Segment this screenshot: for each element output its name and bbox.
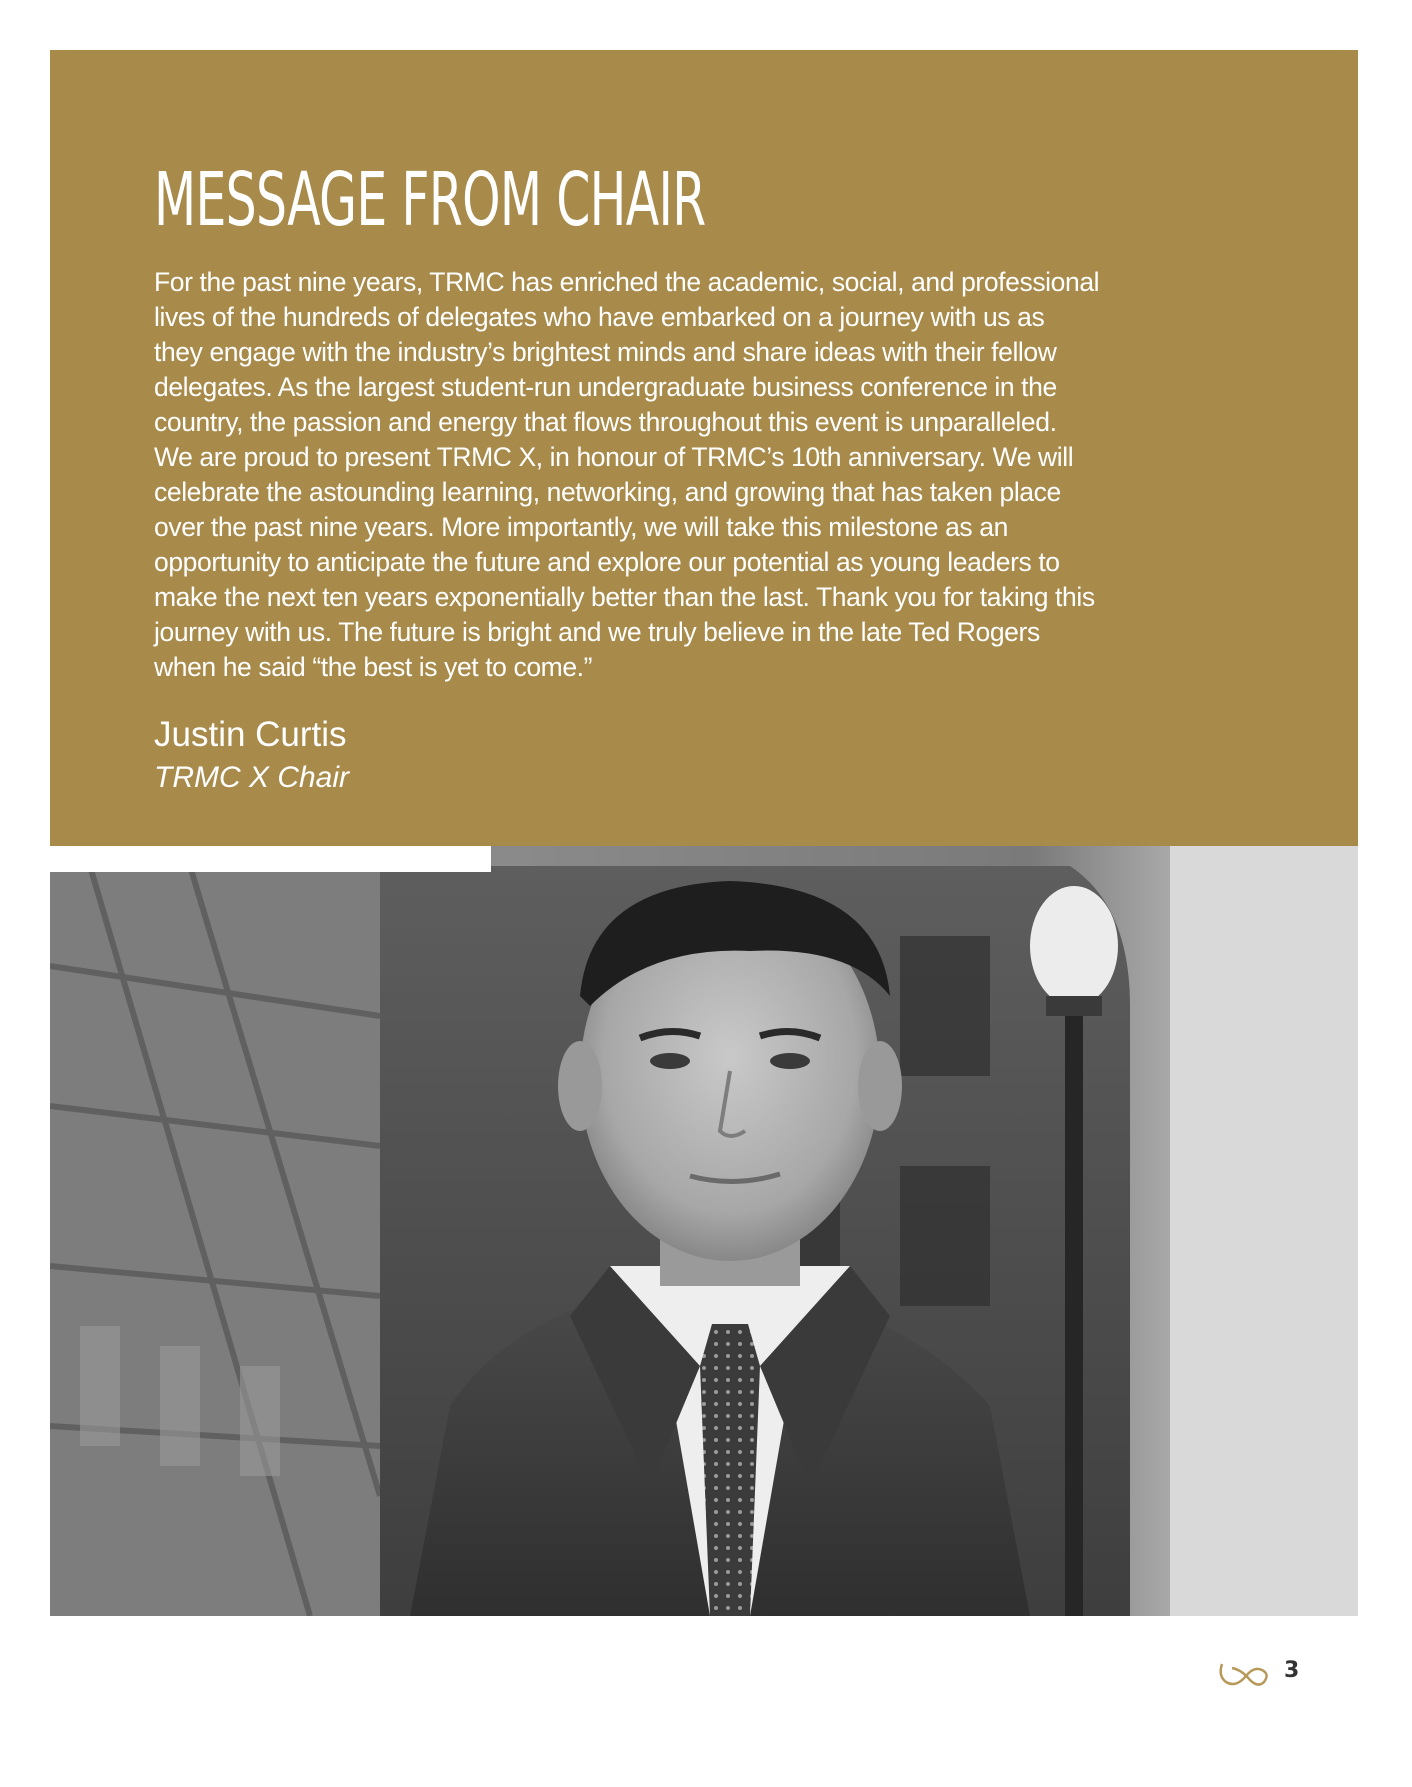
page-number: 3 (1284, 1658, 1300, 1683)
message-line: when he said “the best is yet to come.” (154, 652, 593, 682)
message-line: delegates. As the largest student-run undergraduate business conference in the (154, 372, 1057, 402)
page-title: MESSAGE FROM CHAIR (154, 157, 706, 243)
signer-role: TRMC X Chair (154, 761, 350, 794)
message-line: celebrate the astounding learning, networking, and growing that has taken place (154, 477, 1061, 507)
photo-notch (50, 846, 491, 872)
trmc-swirl-logo-icon (1216, 1656, 1272, 1690)
message-line: opportunity to anticipate the future and explore our potential as young leaders to (154, 547, 1060, 577)
signer-name: Justin Curtis (154, 715, 347, 754)
message-body (154, 265, 1174, 685)
message-line: For the past nine years, TRMC has enriched the academic, social, and professional (154, 267, 1100, 297)
message-line: We are proud to present TRMC X, in honour of TRMC’s 10th anniversary. We will (154, 442, 1074, 472)
message-line: country, the passion and energy that flows throughout this event is unparalleled. (154, 407, 1057, 437)
portrait-photo (50, 846, 1358, 1616)
portrait-photo-icon (50, 846, 1358, 1616)
message-line: make the next ten years exponentially better than the last. Thank you for taking this (154, 582, 1095, 612)
message-line: over the past nine years. More importantly, we will take this milestone as an (154, 512, 1008, 542)
message-line: they engage with the industry’s brightest minds and share ideas with their fellow (154, 337, 1057, 367)
message-line: journey with us. The future is bright and we truly believe in the late Ted Rogers (154, 617, 1040, 647)
message-line: lives of the hundreds of delegates who have embarked on a journey with us as (154, 302, 1045, 332)
